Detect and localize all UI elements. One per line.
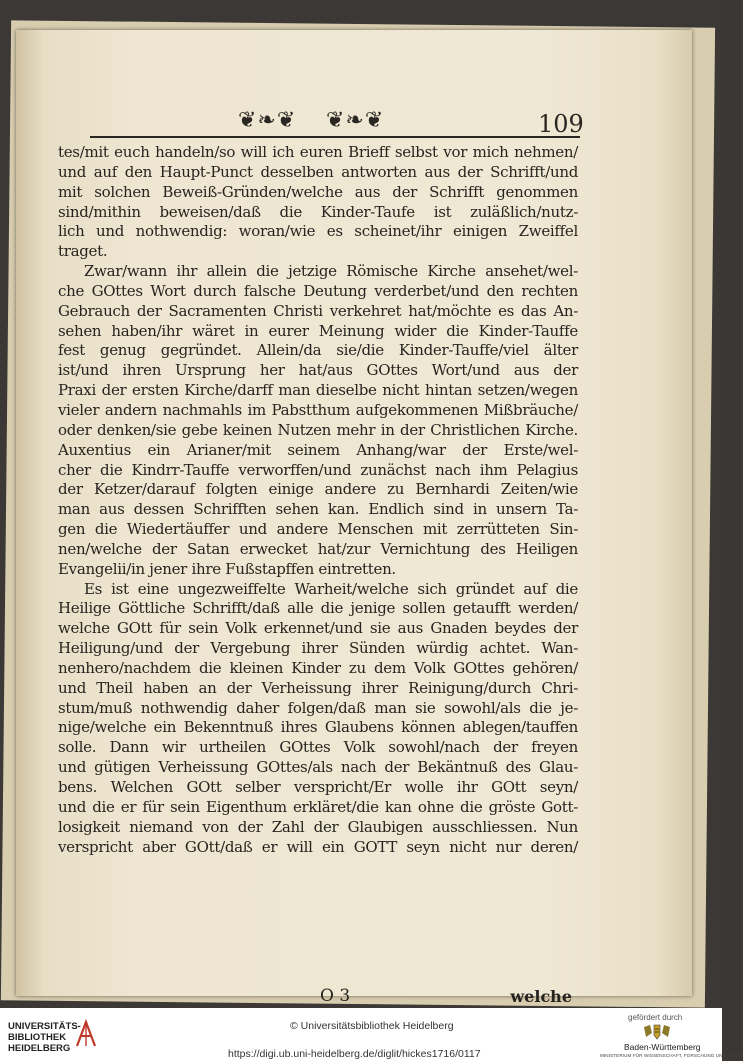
text-line: Gebrauch der Sacramenten Christi verkehret hat/möchte es das An- xyxy=(58,301,578,320)
text-line: und auf den Haupt-Punct desselben antworten aus der Schrifft/und xyxy=(58,162,578,181)
text-line: mit solchen Beweiß-Gründen/welche aus der Schrifft genommen xyxy=(58,182,578,201)
library-name-line: HEIDELBERG xyxy=(8,1043,71,1054)
permalink-url[interactable]: https://digi.ub.uni-heidelberg.de/diglit/hickes1716/0117 xyxy=(228,1048,481,1060)
text-line: verspricht aber GOtt/daß er will ein GOTT seyn nicht nur deren/ xyxy=(58,837,578,856)
catchword: welche xyxy=(510,987,572,1006)
text-line: Evangelii/in jener ihre Fußstapffen eintretten. xyxy=(58,559,396,578)
text-line: welche GOtt für sein Volk erkennet/und sie aus Gnaden beydes der xyxy=(58,619,578,638)
text-line: Auxentius ein Arianer/mit seinem Anhang/war der Erste/wel- xyxy=(58,440,578,459)
text-line: oder denken/sie gebe keinen Nutzen mehr in der Christlichen Kirche. xyxy=(58,420,578,439)
text-line: vieler andern nachmahls im Pabstthum aufgekommenen Mißbräuche/ xyxy=(58,400,578,419)
text-line: man aus dessen Schrifften sehen kan. Endlich sind in unsern Ta- xyxy=(58,500,578,519)
library-name-line: UNIVERSITÄTS- xyxy=(8,1021,81,1032)
funder-name[interactable]: Baden-Württemberg xyxy=(624,1042,701,1052)
text-line: der Ketzer/darauf folgten einige andere zu Bernhardi Zeiten/wie xyxy=(58,480,578,499)
coat-of-arms-icon[interactable] xyxy=(640,1023,674,1041)
ornament-right-icon: ❦❧❦ xyxy=(326,108,385,133)
text-line: che GOttes Wort durch falsche Deutung verderbet/und den rechten xyxy=(58,281,578,300)
copyright-notice: © Universitätsbibliothek Heidelberg xyxy=(290,1020,454,1032)
text-line: solle. Dann wir urtheilen GOttes Volk sowohl/nach der freyen xyxy=(58,738,578,757)
text-line: Heiligung/und der Vergebung ihrer Sünden würdig achtet. Wan- xyxy=(58,639,578,658)
header-rule xyxy=(90,136,580,138)
library-name-line: BIBLIOTHEK xyxy=(8,1032,67,1043)
text-line: bens. Welchen GOtt selber verspricht/Er wolle ihr GOtt seyn/ xyxy=(58,778,578,796)
text-line: Heilige Göttliche Schrifft/daß alle die jenige sollen getaufft werden/ xyxy=(58,599,578,618)
text-line: Praxi der ersten Kirche/darff man dieselbe nicht hintan setzen/wegen xyxy=(58,381,578,400)
text-line: fest genug gegründet. Allein/da sie/die Kinder-Tauffe/viel älter xyxy=(58,341,578,360)
page-headline xyxy=(90,108,580,140)
page-number: 109 xyxy=(538,110,584,138)
text-line: sehen haben/ihr wäret in eurer Meinung wider die Kinder-Tauffe xyxy=(58,321,578,340)
funded-by-label: gefördert durch xyxy=(628,1013,683,1022)
text-line: ist/und ihren Ursprung her hat/aus GOttes Wort/und aus der xyxy=(58,361,578,380)
text-line: nen/welche der Satan erwecket hat/zur Vernichtung des Heiligen xyxy=(58,539,578,558)
text-line: tes/mit euch handeln/so will ich euren Brieff selbst vor mich nehmen/ xyxy=(58,143,578,161)
text-line: traget. xyxy=(58,242,108,261)
text-line: und die er für sein Eigenthum erkläret/die kan ohne die gröste Gott- xyxy=(58,797,578,816)
text-line: nenhero/nachdem die kleinen Kinder zu dem Volk GOttes gehören/ xyxy=(58,658,578,677)
text-line: Es ist eine ungezweiffelte Warheit/welche sich gründet auf die xyxy=(84,579,578,598)
text-line: und gütigen Verheissung GOttes/als nach der Bekäntnuß des Glau- xyxy=(58,758,578,777)
viewer-footer xyxy=(0,1008,743,1061)
library-logo-icon[interactable] xyxy=(74,1020,98,1048)
text-line: Zwar/wann ihr allein die jetzige Römische Kirche ansehet/wel- xyxy=(84,262,578,281)
text-line: nige/welche ein Bekenntnuß ihres Glaubens können ablegen/tauffen xyxy=(58,718,578,737)
text-line: gen die Wiedertäuffer und andere Menschen mit zerrütteten Sin- xyxy=(58,520,578,539)
text-line: lich und nothwendig: woran/wie es scheinet/ihr einigen Zweiffel xyxy=(58,222,578,241)
page-footer-line xyxy=(58,987,578,1009)
signature-mark: O 3 xyxy=(320,986,351,1006)
ornament-left-icon: ❦❧❦ xyxy=(238,108,297,133)
text-line: und Theil haben an der Verheissung ihrer Reinigung/durch Chri- xyxy=(58,678,578,697)
library-logo-text[interactable] xyxy=(8,1021,81,1054)
text-line: sind/mithin beweisen/daß die Kinder-Taufe ist zuläßlich/nutz- xyxy=(58,202,578,221)
funder-subtitle: MINISTERIUM FÜR WISSENSCHAFT, FORSCHUNG UND KUNST xyxy=(600,1053,743,1058)
text-line: cher die Kindrr-Tauffe verworffen/und zunächst nach ihm Pelagius xyxy=(58,460,578,479)
text-line: stum/muß nothwendig daher folgen/daß man sie sowohl/als die je- xyxy=(58,698,578,717)
body-text xyxy=(58,143,578,1006)
text-line: losigkeit niemand von der Zahl der Glaubigen ausschliessen. Nun xyxy=(58,817,578,836)
